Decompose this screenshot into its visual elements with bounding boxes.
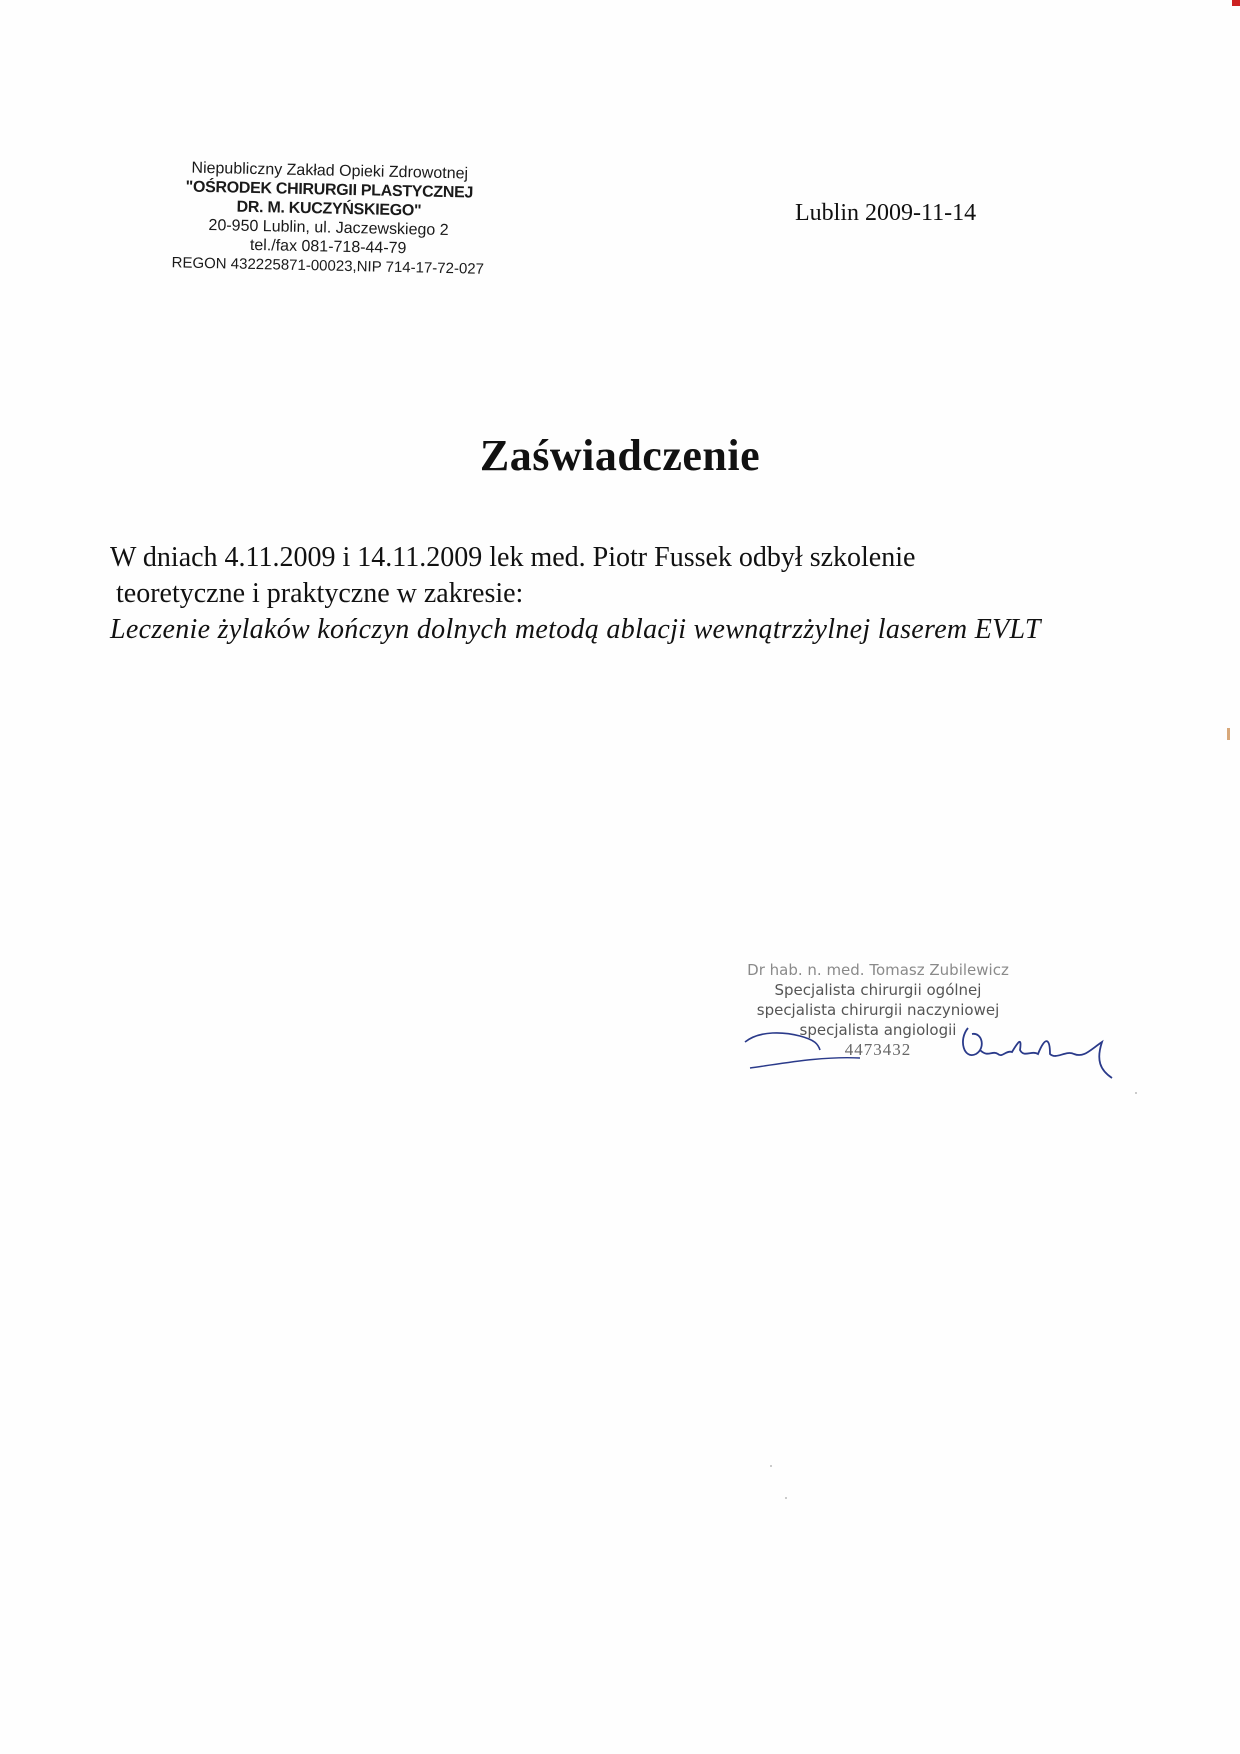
scan-speck — [785, 1497, 787, 1499]
clinic-type: Niepubliczny Zakład Opieki Zdrowotnej — [191, 159, 469, 183]
document-body — [110, 540, 1110, 648]
physician-specialty: specjalista angiologii — [799, 1021, 957, 1039]
clinic-regon-nip: REGON 432225871-00023,NIP 714-17-72-027 — [171, 254, 485, 278]
body-line: teoretyczne i praktyczne w zakresie: — [116, 578, 524, 609]
handwritten-signature — [740, 1020, 1140, 1100]
scan-speck — [770, 1465, 772, 1467]
scan-edge-mark — [1227, 728, 1230, 740]
clinic-address: 20-950 Lublin, ul. Jaczewskiego 2 — [208, 217, 449, 240]
document-title: Zaświadczenie — [479, 431, 761, 480]
clinic-phone: tel./fax 081-718-44-79 — [249, 236, 407, 258]
clinic-header-stamp — [158, 158, 500, 279]
body-line: W dniach 4.11.2009 i 14.11.2009 lek med. Piotr Fussek odbył szkolenie — [110, 542, 916, 573]
physician-name: Dr hab. n. med. Tomasz Zubilewicz — [747, 961, 1009, 979]
scan-edge-mark — [1232, 0, 1240, 6]
physician-specialty: Specjalista chirurgii ogólnej — [774, 981, 982, 999]
clinic-name-owner: DR. M. KUCZYŃSKIEGO" — [236, 198, 422, 220]
document-date: Lublin 2009-11-14 — [795, 200, 977, 226]
physician-specialty: specjalista chirurgii naczyniowej — [756, 1001, 1000, 1019]
clinic-name: "OŚRODEK CHIRURGII PLASTYCZNEJ — [185, 178, 474, 202]
training-subject: Leczenie żylaków kończyn dolnych metodą ablacji wewnątrzżylnej laserem EVLT — [110, 614, 1041, 645]
scan-speck — [1135, 1092, 1137, 1094]
physician-license-number: 4473432 — [844, 1040, 912, 1059]
